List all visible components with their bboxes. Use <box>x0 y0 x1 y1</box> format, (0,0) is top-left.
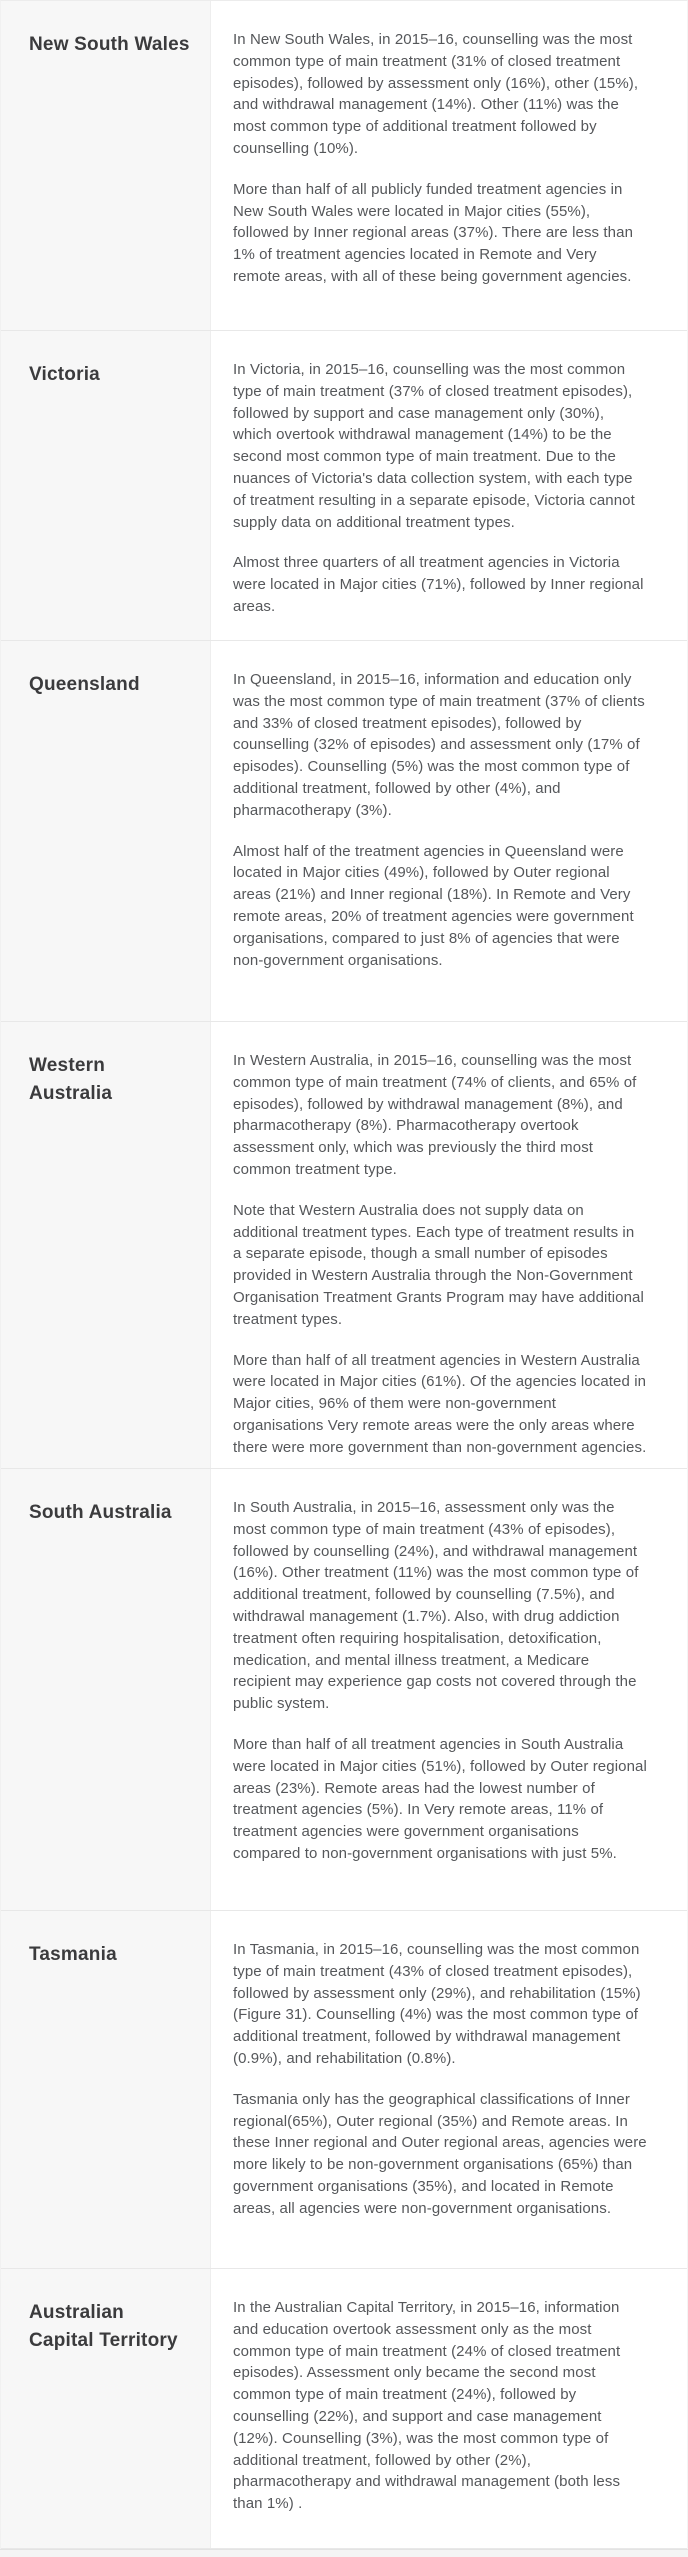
state-label-cell <box>1 331 211 640</box>
paragraph: In the Australian Capital Territory, in 2015–16, information and education overtook assessment only as the most common type of main treatment (24% of closed treatment episodes). Assessment only became the second most common type of main treatment (24%), followed by counselling (22%), and support and case management (12%). Counselling (3%), was the most common type of additional treatment, followed by other (2%), pharmacotherapy and withdrawal management (both less than 1%) . <box>233 2299 621 2513</box>
paragraph: In Western Australia, in 2015–16, counselling was the most common type of main treatment (74% of clients, and 65% of episodes), followed by withdrawal management (8%), and pharmacotherapy (8%). Pharmacotherapy overtook assessment only, which was previously the third most common treatment type. <box>233 1052 637 1178</box>
section-victoria <box>1 331 687 641</box>
paragraph: Almost half of the treatment agencies in Queensland were located in Major cities (49%), followed by Outer regional areas (21%) and Inner regional (18%). In Remote and Very remote areas, 20% of treatment agencies were government organisations, compared to just 8% of agencies that were non-government organisations. <box>233 842 634 969</box>
state-title: Victoria <box>29 364 100 385</box>
section-new-south-wales <box>1 1 687 331</box>
paragraph: Tasmania only has the geographical classifications of Inner regional(65%), Outer regional (35%) and Remote areas. In these Inner regional and Outer regional areas, agencies were more likely to be non-government organisations (65%) than government organisations (35%), and located in Remote areas, all agencies were non-government organisations. <box>233 2090 647 2217</box>
section-western-australia <box>1 1022 687 1469</box>
state-title: Queensland <box>29 674 140 695</box>
paragraph: More than half of all treatment agencies in South Australia were located in Major cities (51%), followed by Outer regional areas (23%). Remote areas had the lowest number of treatment agencies (5%). In Very remote areas, 11% of treatment agencies were government organisations compared to non-government organisations with just 5%. <box>233 1735 647 1862</box>
state-body-cell <box>211 1 687 330</box>
state-label-cell <box>1 1022 211 1468</box>
state-body-cell <box>211 641 687 1021</box>
state-body-cell <box>211 331 687 640</box>
state-label-cell <box>1 641 211 1021</box>
paragraph: In Queensland, in 2015–16, information and education only was the most common type of main treatment (37% of clients and 33% of closed treatment episodes), followed by counselling (32% of episodes) and assessment only (17% of episodes). Counselling (5%) was the most common type of additional treatment, followed by other (4%), and pharmacotherapy (3%). <box>233 671 645 819</box>
paragraph: More than half of all publicly funded treatment agencies in New South Wales were located in Major cities (55%), followed by Inner regional areas (37%). There are less than 1% of treatment agencies located in Remote and Very remote areas, with all of these being government agencies. <box>233 180 634 285</box>
section-australian-capital-territory <box>1 2269 687 2549</box>
paragraph: In South Australia, in 2015–16, assessment only was the most common type of main treatment (43% of episodes), followed by counselling (24%), and withdrawal management (16%). Other treatment (11%) was the most common type of additional treatment, followed by counselling (7.5%), and withdrawal management (1.7%). Also, with drug addiction treatment often requiring hospitalisation, detoxification, medication, and mental illness treatment, a Medicare recipient may experience gap costs not covered through the public system. <box>233 1499 639 1713</box>
paragraph: Almost three quarters of all treatment agencies in Victoria were located in Major cities (71%), followed by Inner regional areas. <box>233 554 644 615</box>
section-tasmania <box>1 1911 687 2269</box>
section-south-australia <box>1 1469 687 1911</box>
state-body-cell <box>211 1911 687 2268</box>
state-label-cell <box>1 1469 211 1910</box>
state-title: New South Wales <box>29 34 190 55</box>
section-queensland <box>1 641 687 1022</box>
state-title: South Australia <box>29 1502 172 1523</box>
paragraph: In Tasmania, in 2015–16, counselling was the most common type of main treatment (43% of closed treatment episodes), followed by assessment only (29%), and rehabilitation (15%) (Figure 31). Counselling (4%) was the most common type of additional treatment, followed by withdrawal management (0.9%), and rehabilitation (0.8%). <box>233 1941 641 2067</box>
state-body-cell <box>211 2269 687 2548</box>
state-title: Tasmania <box>29 1944 117 1965</box>
state-body-cell <box>211 1469 687 1910</box>
state-body-cell <box>211 1022 687 1468</box>
paragraph: More than half of all treatment agencies in Western Australia were located in Major cities (61%). Of the agencies located in Major cities, 96% of them were non-government organisations Very remote areas were the only areas where there were more government than non-government agencies. <box>233 1351 647 1456</box>
state-label-cell <box>1 2269 211 2548</box>
paragraph: In New South Wales, in 2015–16, counselling was the most common type of main treatment (31% of closed treatment episodes), followed by assessment only (16%), other (15%), and withdrawal management (14%). Other (11%) was the most common type of additional treatment followed by counselling (10%). <box>233 31 639 157</box>
state-title: Western Australia <box>29 1055 113 1104</box>
state-label-cell <box>1 1 211 330</box>
state-title: Australian Capital Territory <box>29 2302 178 2351</box>
paragraph: Note that Western Australia does not supply data on additional treatment types. Each type of treatment results in a separate episode, though a small number of episodes provided in Western Australia through the Non-Government Organisation Treatment Grants Program may have additional treatment types. <box>233 1201 644 1328</box>
state-label-cell <box>1 1911 211 2268</box>
paragraph: In Victoria, in 2015–16, counselling was the most common type of main treatment (37% of closed treatment episodes), followed by support and case management only (30%), which overtook withdrawal management (14%) to be the second most common type of main treatment. Due to the nuances of Victoria's data collection system, with each type of treatment resulting in a separate episode, Victoria cannot supply data on additional treatment types. <box>233 361 635 531</box>
